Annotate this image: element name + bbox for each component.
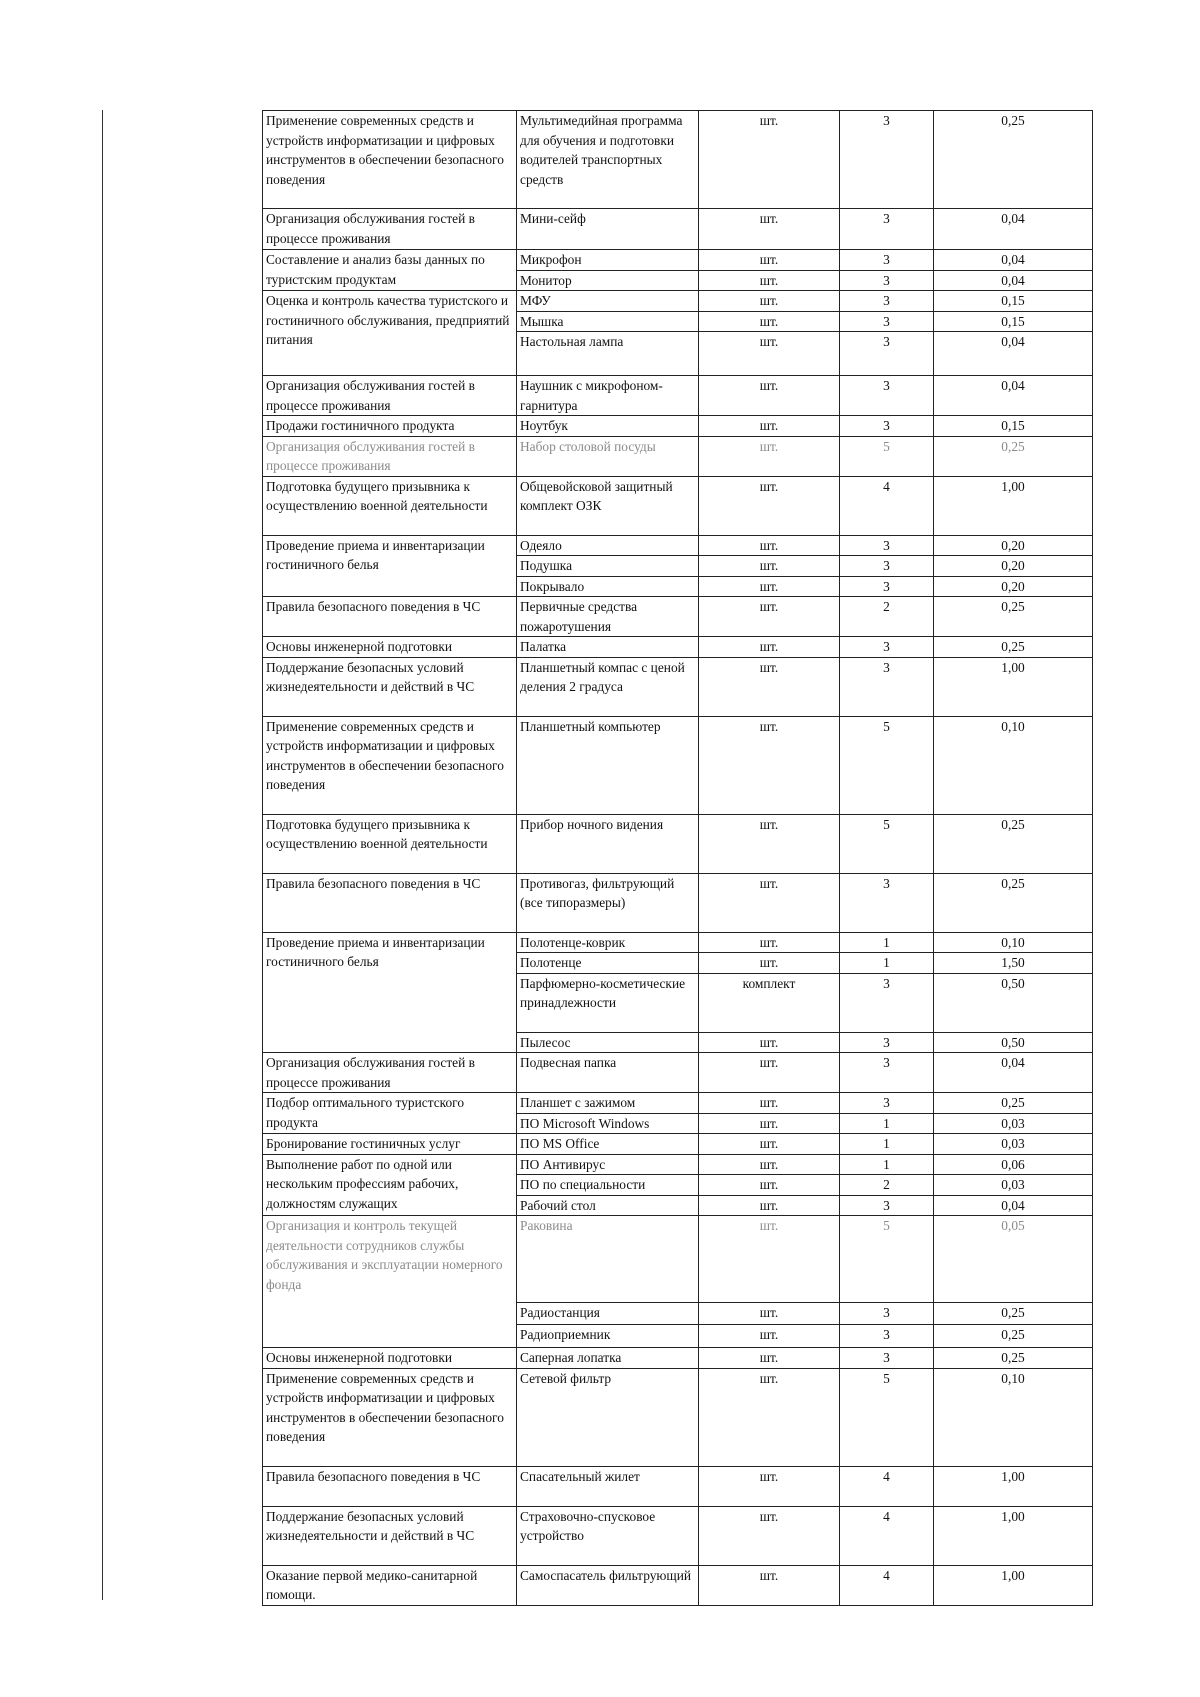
table-row: [263, 250, 1093, 271]
discipline-cell: Применение современных средств и устройств информатизации и цифровых инструментов в обеспечении безопасного поведения: [263, 111, 517, 209]
unit-cell: шт.: [699, 576, 840, 597]
coefficient-cell: 0,03: [934, 1175, 1093, 1196]
unit-cell: шт.: [699, 291, 840, 312]
item-cell: Настольная лампа: [517, 332, 699, 376]
table-row: [263, 1093, 1093, 1114]
unit-cell: шт.: [699, 1506, 840, 1565]
table-row: [263, 1368, 1093, 1466]
quantity-cell: 3: [840, 209, 934, 250]
table-row: [263, 716, 1093, 814]
coefficient-cell: 1,00: [934, 657, 1093, 716]
table-row: [263, 1466, 1093, 1506]
item-cell: ПО Антивирус: [517, 1154, 699, 1175]
unit-cell: шт.: [699, 637, 840, 658]
coefficient-cell: 1,50: [934, 953, 1093, 974]
discipline-cell: Организация обслуживания гостей в процессе проживания: [263, 376, 517, 416]
quantity-cell: 3: [840, 291, 934, 312]
discipline-cell: Поддержание безопасных условий жизнедеятельности и действий в ЧС: [263, 657, 517, 716]
unit-cell: комплект: [699, 973, 840, 1032]
discipline-cell: Оказание первой медико-санитарной помощи.: [263, 1565, 517, 1605]
table-row: [263, 1348, 1093, 1369]
table-row: [263, 814, 1093, 873]
item-cell: Сетевой фильтр: [517, 1368, 699, 1466]
item-cell: Наушник с микрофоном-гарнитура: [517, 376, 699, 416]
coefficient-cell: 0,10: [934, 932, 1093, 953]
discipline-cell: Оценка и контроль качества туристского и гостиничного обслуживания, предприятий питания: [263, 291, 517, 376]
item-cell: Покрывало: [517, 576, 699, 597]
quantity-cell: 3: [840, 250, 934, 271]
unit-cell: шт.: [699, 436, 840, 476]
coefficient-cell: 0,25: [934, 814, 1093, 873]
table-row: [263, 376, 1093, 416]
coefficient-cell: 0,25: [934, 1348, 1093, 1369]
unit-cell: шт.: [699, 1093, 840, 1114]
unit-cell: шт.: [699, 1032, 840, 1053]
item-cell: Микрофон: [517, 250, 699, 271]
discipline-cell: Поддержание безопасных условий жизнедеятельности и действий в ЧС: [263, 1506, 517, 1565]
coefficient-cell: 0,10: [934, 716, 1093, 814]
discipline-cell: Составление и анализ базы данных по туристским продуктам: [263, 250, 517, 291]
table-row: [263, 111, 1093, 209]
table-row: [263, 416, 1093, 437]
table-row: [263, 535, 1093, 556]
item-cell: ПО Microsoft Windows: [517, 1113, 699, 1134]
quantity-cell: 1: [840, 1134, 934, 1155]
coefficient-cell: 0,15: [934, 416, 1093, 437]
item-cell: Полотенце-коврик: [517, 932, 699, 953]
quantity-cell: 3: [840, 1195, 934, 1216]
table-row: [263, 1134, 1093, 1155]
item-cell: Пылесос: [517, 1032, 699, 1053]
table-row: [263, 597, 1093, 637]
coefficient-cell: 0,25: [934, 1303, 1093, 1325]
table-row: [263, 932, 1093, 953]
unit-cell: шт.: [699, 657, 840, 716]
coefficient-cell: 0,20: [934, 576, 1093, 597]
unit-cell: шт.: [699, 1154, 840, 1175]
unit-cell: шт.: [699, 1053, 840, 1093]
unit-cell: шт.: [699, 814, 840, 873]
unit-cell: шт.: [699, 953, 840, 974]
discipline-cell: Организация обслуживания гостей в процессе проживания: [263, 1053, 517, 1093]
coefficient-cell: 0,20: [934, 556, 1093, 577]
discipline-cell: Применение современных средств и устройств информатизации и цифровых инструментов в обеспечении безопасного поведения: [263, 716, 517, 814]
item-cell: Подушка: [517, 556, 699, 577]
coefficient-cell: 1,00: [934, 1466, 1093, 1506]
discipline-cell: Организация и контроль текущей деятельности сотрудников службы обслуживания и эксплуатации номерного фонда: [263, 1216, 517, 1348]
coefficient-cell: 0,10: [934, 1368, 1093, 1466]
unit-cell: шт.: [699, 1565, 840, 1605]
discipline-cell: Организация обслуживания гостей в процессе проживания: [263, 436, 517, 476]
item-cell: Раковина: [517, 1216, 699, 1303]
quantity-cell: 4: [840, 1565, 934, 1605]
table-row: [263, 637, 1093, 658]
item-cell: Планшет с зажимом: [517, 1093, 699, 1114]
page-margin-line: [102, 110, 103, 1600]
quantity-cell: 2: [840, 1175, 934, 1196]
coefficient-cell: 0,04: [934, 332, 1093, 376]
quantity-cell: 3: [840, 1325, 934, 1348]
quantity-cell: 5: [840, 1216, 934, 1303]
quantity-cell: 5: [840, 814, 934, 873]
unit-cell: шт.: [699, 250, 840, 271]
coefficient-cell: 0,04: [934, 270, 1093, 291]
unit-cell: шт.: [699, 311, 840, 332]
table-row: [263, 1154, 1093, 1175]
coefficient-cell: 0,04: [934, 376, 1093, 416]
table-row: [263, 657, 1093, 716]
discipline-cell: Основы инженерной подготовки: [263, 637, 517, 658]
quantity-cell: 3: [840, 416, 934, 437]
quantity-cell: 3: [840, 111, 934, 209]
item-cell: Набор столовой посуды: [517, 436, 699, 476]
discipline-cell: Проведение приема и инвентаризации гостиничного белья: [263, 932, 517, 1053]
quantity-cell: 3: [840, 1053, 934, 1093]
table-row: [263, 1565, 1093, 1605]
unit-cell: шт.: [699, 1325, 840, 1348]
unit-cell: шт.: [699, 932, 840, 953]
quantity-cell: 1: [840, 953, 934, 974]
unit-cell: шт.: [699, 556, 840, 577]
discipline-cell: Бронирование гостиничных услуг: [263, 1134, 517, 1155]
discipline-cell: Правила безопасного поведения в ЧС: [263, 873, 517, 932]
coefficient-cell: 1,00: [934, 1565, 1093, 1605]
coefficient-cell: 0,03: [934, 1113, 1093, 1134]
quantity-cell: 4: [840, 1466, 934, 1506]
discipline-cell: Применение современных средств и устройств информатизации и цифровых инструментов в обеспечении безопасного поведения: [263, 1368, 517, 1466]
coefficient-cell: 0,20: [934, 535, 1093, 556]
unit-cell: шт.: [699, 597, 840, 637]
item-cell: Палатка: [517, 637, 699, 658]
quantity-cell: 5: [840, 716, 934, 814]
item-cell: Подвесная папка: [517, 1053, 699, 1093]
unit-cell: шт.: [699, 1348, 840, 1369]
item-cell: Монитор: [517, 270, 699, 291]
discipline-cell: Проведение приема и инвентаризации гостиничного белья: [263, 535, 517, 597]
quantity-cell: 3: [840, 576, 934, 597]
coefficient-cell: 0,04: [934, 1053, 1093, 1093]
table-row: [263, 1216, 1093, 1303]
item-cell: Радиоприемник: [517, 1325, 699, 1348]
item-cell: Парфюмерно-косметические принадлежности: [517, 973, 699, 1032]
coefficient-cell: 1,00: [934, 1506, 1093, 1565]
item-cell: ПО по специальности: [517, 1175, 699, 1196]
quantity-cell: 1: [840, 932, 934, 953]
unit-cell: шт.: [699, 476, 840, 535]
item-cell: ПО MS Office: [517, 1134, 699, 1155]
coefficient-cell: 0,05: [934, 1216, 1093, 1303]
item-cell: Радиостанция: [517, 1303, 699, 1325]
coefficient-cell: 0,25: [934, 1093, 1093, 1114]
coefficient-cell: 0,04: [934, 1195, 1093, 1216]
table-row: [263, 873, 1093, 932]
unit-cell: шт.: [699, 535, 840, 556]
unit-cell: шт.: [699, 270, 840, 291]
unit-cell: шт.: [699, 1195, 840, 1216]
unit-cell: шт.: [699, 376, 840, 416]
quantity-cell: 3: [840, 973, 934, 1032]
table-row: [263, 291, 1093, 312]
quantity-cell: 3: [840, 1348, 934, 1369]
quantity-cell: 3: [840, 332, 934, 376]
unit-cell: шт.: [699, 416, 840, 437]
coefficient-cell: 0,25: [934, 597, 1093, 637]
discipline-cell: Организация обслуживания гостей в процессе проживания: [263, 209, 517, 250]
item-cell: МФУ: [517, 291, 699, 312]
coefficient-cell: 0,06: [934, 1154, 1093, 1175]
unit-cell: шт.: [699, 1368, 840, 1466]
item-cell: Рабочий стол: [517, 1195, 699, 1216]
quantity-cell: 5: [840, 1368, 934, 1466]
item-cell: Противогаз, фильтрующий (все типоразмеры): [517, 873, 699, 932]
coefficient-cell: 0,25: [934, 1325, 1093, 1348]
coefficient-cell: 0,04: [934, 209, 1093, 250]
quantity-cell: 2: [840, 597, 934, 637]
quantity-cell: 5: [840, 436, 934, 476]
discipline-cell: Подготовка будущего призывника к осуществлению военной деятельности: [263, 814, 517, 873]
discipline-cell: Подбор оптимального туристского продукта: [263, 1093, 517, 1134]
item-cell: Самоспасатель фильтрующий: [517, 1565, 699, 1605]
coefficient-cell: 0,04: [934, 250, 1093, 271]
coefficient-cell: 0,50: [934, 973, 1093, 1032]
item-cell: Планшетный компьютер: [517, 716, 699, 814]
quantity-cell: 3: [840, 1093, 934, 1114]
unit-cell: шт.: [699, 209, 840, 250]
quantity-cell: 3: [840, 1303, 934, 1325]
item-cell: Саперная лопатка: [517, 1348, 699, 1369]
table-row: [263, 1506, 1093, 1565]
item-cell: Ноутбук: [517, 416, 699, 437]
coefficient-cell: 0,25: [934, 637, 1093, 658]
discipline-cell: Подготовка будущего призывника к осуществлению военной деятельности: [263, 476, 517, 535]
discipline-cell: Продажи гостиничного продукта: [263, 416, 517, 437]
coefficient-cell: 0,25: [934, 873, 1093, 932]
unit-cell: шт.: [699, 1134, 840, 1155]
unit-cell: шт.: [699, 873, 840, 932]
unit-cell: шт.: [699, 1113, 840, 1134]
coefficient-cell: 0,25: [934, 111, 1093, 209]
quantity-cell: 3: [840, 657, 934, 716]
quantity-cell: 1: [840, 1154, 934, 1175]
quantity-cell: 4: [840, 1506, 934, 1565]
unit-cell: шт.: [699, 1216, 840, 1303]
item-cell: Планшетный компас с ценой деления 2 градуса: [517, 657, 699, 716]
unit-cell: шт.: [699, 1303, 840, 1325]
item-cell: Мультимедийная программа для обучения и подготовки водителей транспортных средств: [517, 111, 699, 209]
table-row: [263, 436, 1093, 476]
coefficient-cell: 0,15: [934, 311, 1093, 332]
quantity-cell: 3: [840, 637, 934, 658]
quantity-cell: 3: [840, 873, 934, 932]
item-cell: Спасательный жилет: [517, 1466, 699, 1506]
coefficient-cell: 0,50: [934, 1032, 1093, 1053]
discipline-cell: Правила безопасного поведения в ЧС: [263, 597, 517, 637]
item-cell: Полотенце: [517, 953, 699, 974]
quantity-cell: 1: [840, 1113, 934, 1134]
quantity-cell: 3: [840, 556, 934, 577]
quantity-cell: 3: [840, 270, 934, 291]
coefficient-cell: 0,15: [934, 291, 1093, 312]
item-cell: Одеяло: [517, 535, 699, 556]
coefficient-cell: 1,00: [934, 476, 1093, 535]
unit-cell: шт.: [699, 1175, 840, 1196]
item-cell: Мышка: [517, 311, 699, 332]
quantity-cell: 4: [840, 476, 934, 535]
quantity-cell: 3: [840, 376, 934, 416]
quantity-cell: 3: [840, 311, 934, 332]
discipline-cell: Выполнение работ по одной или нескольким профессиям рабочих, должностям служащих: [263, 1154, 517, 1216]
item-cell: Страховочно-спусковое устройство: [517, 1506, 699, 1565]
equipment-table: [262, 110, 1093, 1606]
item-cell: Прибор ночного видения: [517, 814, 699, 873]
item-cell: Общевойсковой защитный комплект ОЗК: [517, 476, 699, 535]
quantity-cell: 3: [840, 535, 934, 556]
coefficient-cell: 0,25: [934, 436, 1093, 476]
unit-cell: шт.: [699, 332, 840, 376]
discipline-cell: Правила безопасного поведения в ЧС: [263, 1466, 517, 1506]
discipline-cell: Основы инженерной подготовки: [263, 1348, 517, 1369]
item-cell: Первичные средства пожаротушения: [517, 597, 699, 637]
item-cell: Мини-сейф: [517, 209, 699, 250]
table-row: [263, 209, 1093, 250]
table-row: [263, 1053, 1093, 1093]
unit-cell: шт.: [699, 716, 840, 814]
unit-cell: шт.: [699, 111, 840, 209]
unit-cell: шт.: [699, 1466, 840, 1506]
quantity-cell: 3: [840, 1032, 934, 1053]
coefficient-cell: 0,03: [934, 1134, 1093, 1155]
table-row: [263, 476, 1093, 535]
